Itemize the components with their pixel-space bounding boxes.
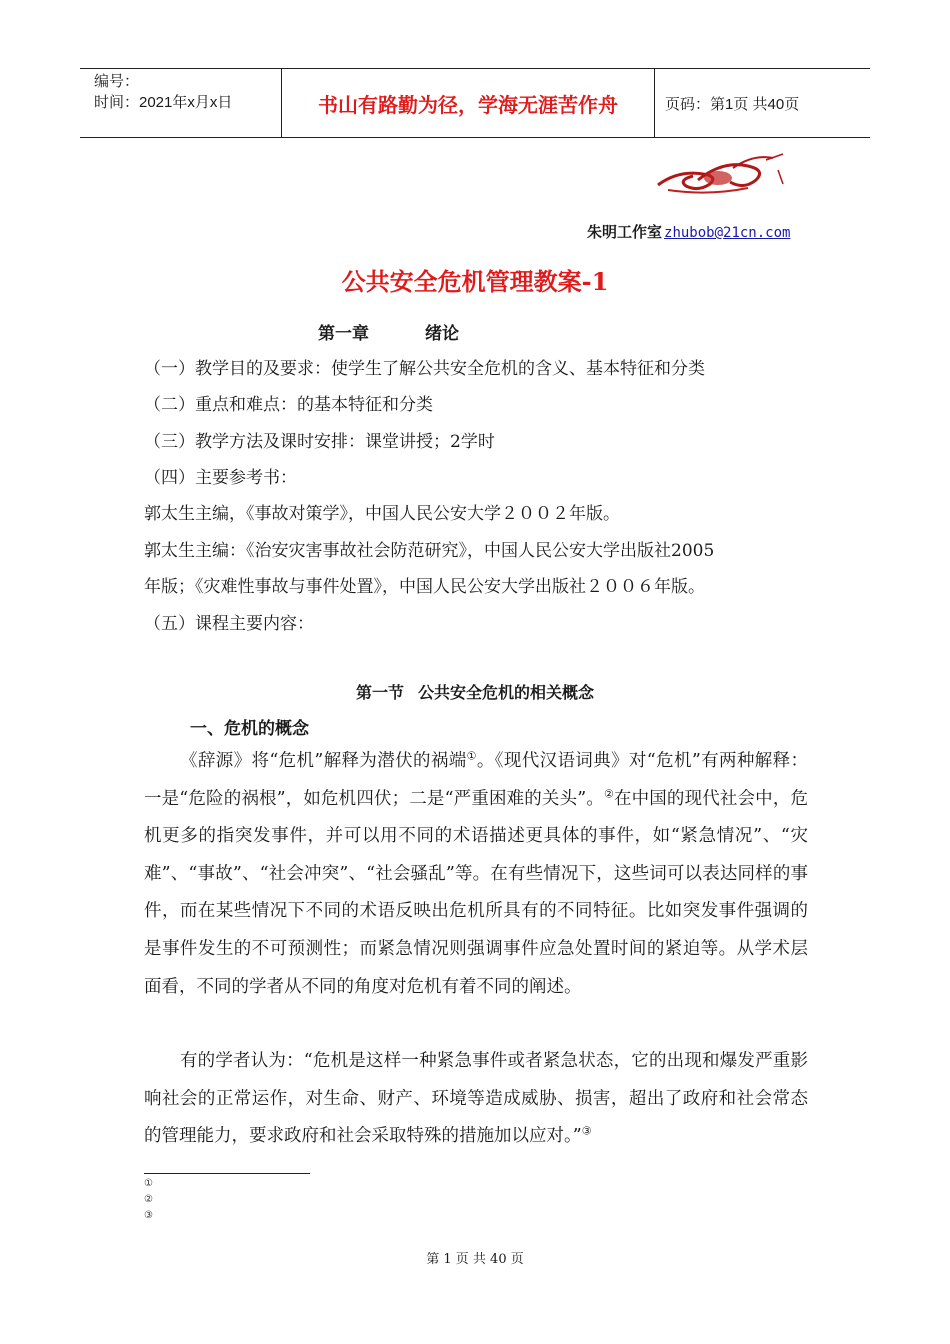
footnote-2: ② — [144, 1194, 153, 1205]
footnote-ref-1[interactable]: ① — [466, 749, 477, 763]
header-table — [80, 68, 870, 138]
para1-part-b: 。《现代汉语词典》对“危机”有两种解释：一是“危险的祸根”，如危机四伏；二是“严重困难的关头”。 — [144, 751, 808, 809]
footnote-ref-3[interactable]: ③ — [581, 1124, 592, 1138]
item-references: （四）主要参考书： — [144, 468, 297, 488]
chapter-name: 绪论 — [425, 324, 459, 344]
section-number: 第一节 — [355, 683, 404, 702]
para1-part-c: 在中国的现代社会中，危机更多的指突发事件，并可以用不同的术语描述更具体的事件，如“紧急情况”、“灾难”、“事故”、“社会冲突”、“社会骚乱”等。在有些情况下，这些词可以表达同样的事件，而在某些情况下不同的术语反映出危机所具有的不同特征。比如突发事件强调的是事件发生的不可预测性；而紧急情况则强调事件应急处置时间的紧迫等。从学术层面看，不同的学者从不同的角度对危机有着不同的阐述。 — [144, 788, 808, 997]
time-label: 时间：2021年x月x日 — [94, 94, 233, 111]
footnote-3: ③ — [144, 1210, 153, 1221]
section-heading — [0, 680, 950, 703]
studio-line — [587, 221, 790, 242]
studio-name: 朱明工作室 — [587, 223, 663, 241]
header-left-cell — [80, 69, 282, 137]
section-name: 公共安全危机的相关概念 — [418, 683, 595, 702]
reference-2-cont: 年版；《灾难性事故与事件处置》，中国人民公安大学出版社２００６年版。 — [144, 577, 705, 597]
footnote-1: ① — [144, 1178, 153, 1189]
para2-text: 有的学者认为：“危机是这样一种紧急事件或者紧急状态，它的出现和爆发严重影响社会的正常运作，对生命、财产、环境等造成威胁、损害，超出了政府和社会常态的管理能力，要求政府和社会采取特殊的措施加以应对。” — [144, 1051, 808, 1147]
paragraph-2 — [144, 1043, 808, 1156]
chapter-heading — [318, 319, 459, 344]
reference-1: 郭太生主编，《事故对策学》，中国人民公安大学２００２年版。 — [144, 504, 620, 524]
studio-email-link[interactable]: zhubob@21cn.com — [664, 225, 791, 241]
item-content: （五）课程主要内容： — [144, 614, 314, 634]
item-methods: （三）教学方法及课时安排：课堂讲授；2学时 — [144, 432, 495, 452]
reference-2: 郭太生主编：《治安灾害事故社会防范研究》，中国人民公安大学出版社2005 — [144, 541, 715, 561]
footnote-separator — [144, 1173, 310, 1174]
number-label: 编号： — [94, 73, 140, 90]
para1-part-a: 《辞源》将“危机”解释为潜伏的祸端 — [180, 751, 467, 771]
item-objectives: （一）教学目的及要求：使学生了解公共安全危机的含义、基本特征和分类 — [144, 359, 705, 379]
page-footer: 第 1 页 共 40 页 — [426, 1252, 524, 1267]
subsection-heading: 一、危机的概念 — [190, 719, 309, 739]
motto: 书山有路勤为径，学海无涯苦作舟 — [282, 69, 655, 137]
document-title: 公共安全危机管理教案-1 — [341, 267, 609, 296]
item-key-points: （二）重点和难点：的基本特征和分类 — [144, 395, 433, 415]
paragraph-1 — [144, 743, 808, 1006]
studio-logo — [648, 150, 788, 200]
page-info: 页码：第1页 共40页 — [665, 95, 800, 113]
chapter-number: 第一章 — [318, 324, 369, 344]
footnote-ref-2[interactable]: ② — [603, 787, 614, 800]
